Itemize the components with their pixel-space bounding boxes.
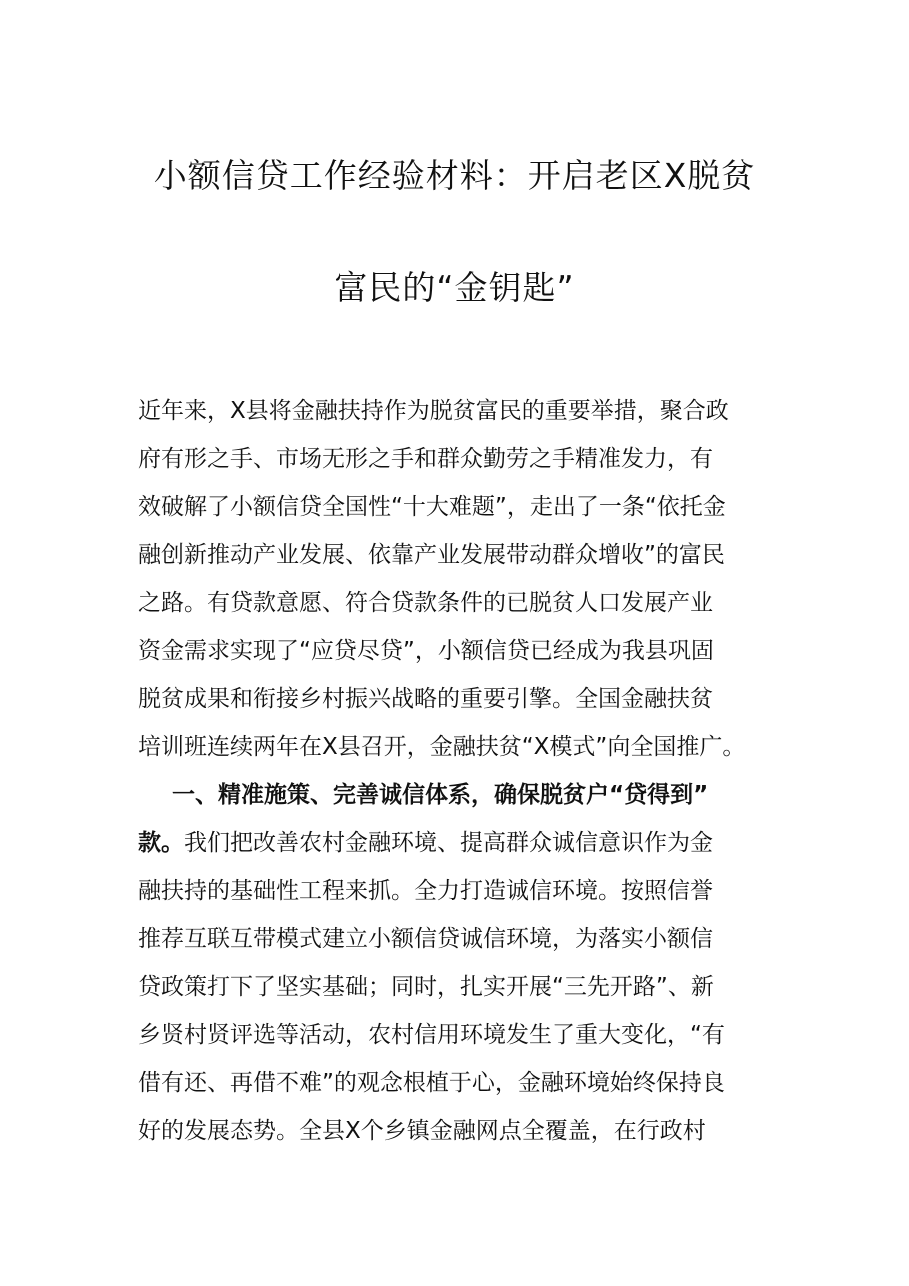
section-1-line-1-text: 我们把改善农村金融环境、提高群众诚信意识作为金 [184,830,713,856]
intro-line-5: 之路。有贷款意愿、符合贷款条件的已脱贫人口发展产业 [138,590,713,616]
intro-line-6: 资金需求实现了“应贷尽贷”，小额信贷已经成为我县巩固 [138,638,714,664]
section-1-heading-tail: 款。 [138,830,184,856]
intro-line-3: 效破解了小额信贷全国性“十大难题”，走出了一条“依托金 [138,494,726,520]
section-1-heading: 一、精准施策、完善诚信体系，确保脱贫户“贷得到” [172,782,709,808]
intro-line-1: 近年来，X县将金融扶持作为脱贫富民的重要举措，聚合政 [138,398,729,424]
intro-line-4: 融创新推动产业发展、依靠产业发展带动群众增收”的富民 [138,542,725,568]
document-title-line-2: 富民的“金钥匙” [334,268,575,307]
document-title-line-1: 小额信贷工作经验材料：开启老区X脱贫 [153,156,756,195]
intro-line-2: 府有形之手、市场无形之手和群众勤劳之手精准发力，有 [138,446,713,472]
section-1-line-5: 乡贤村贤评选等活动，农村信用环境发生了重大变化，“有 [138,1022,725,1048]
section-1-line-2: 融扶持的基础性工程来抓。全力打造诚信环境。按照信誉 [138,878,713,904]
section-1-line-6: 借有还、再借不难”的观念根植于心，金融环境始终保持良 [138,1070,725,1096]
section-1-line-7: 好的发展态势。全县X个乡镇金融网点全覆盖，在行政村 [138,1118,706,1144]
section-1-line-3: 推荐互联互带模式建立小额信贷诚信环境，为落实小额信 [138,926,713,952]
section-1-line-4: 贷政策打下了坚实基础；同时，扎实开展“三先开路”、新 [138,974,714,1000]
intro-line-7: 脱贫成果和衔接乡村振兴战略的重要引擎。全国金融扶贫 [138,686,713,712]
section-1-line-1 [138,828,713,858]
intro-line-8: 培训班连续两年在X县召开，金融扶贫“X模式”向全国推广。 [138,734,746,760]
